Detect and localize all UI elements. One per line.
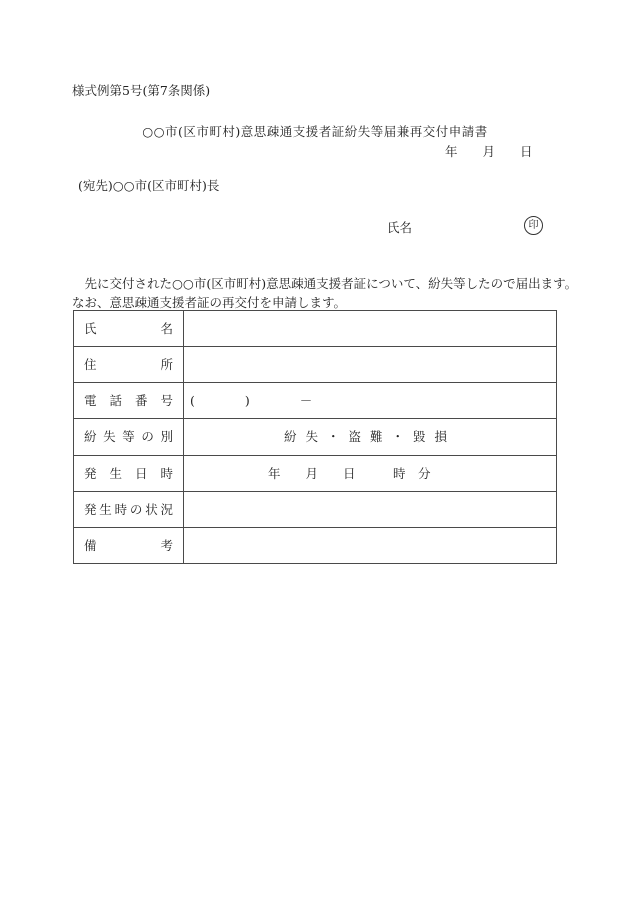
row-label: 紛失等の別 (74, 419, 184, 454)
row-value: 紛失・盗難・毀損 (283, 429, 456, 445)
row-label: 氏名 (74, 311, 184, 346)
form-number: 様式例第5号(第7条関係) (72, 83, 211, 98)
date-line: 年 月 日 (445, 144, 533, 159)
name-label: 氏名 (387, 220, 413, 235)
row-value (184, 528, 556, 563)
body-paragraph-line1: 先に交付された○○市(区市町村)意思疎通支援者証について、紛失等したので届出ます。 (72, 276, 578, 291)
table-row (74, 528, 556, 563)
table-row (74, 456, 556, 492)
row-label: 発生日時 (74, 456, 184, 491)
row-label: 住所 (74, 347, 184, 382)
row-label: 電話番号 (74, 383, 184, 418)
row-value (184, 347, 556, 382)
table-row (74, 383, 556, 419)
form-table (73, 310, 557, 564)
row-value: ( ) － (190, 393, 313, 409)
seal-mark-text: 印 (528, 219, 539, 231)
document-title: ○○市(区市町村)意思疎通支援者証紛失等届兼再交付申請書 (142, 124, 488, 139)
table-row (74, 347, 556, 383)
row-value (184, 492, 556, 527)
table-row (74, 311, 556, 347)
addressee-line: (宛先)○○市(区市町村)長 (78, 178, 220, 193)
row-value (184, 311, 556, 346)
row-label: 発生時の状況 (74, 492, 184, 527)
table-row (74, 419, 556, 455)
seal-mark-icon (524, 216, 543, 235)
row-label: 備考 (74, 528, 184, 563)
table-row (74, 492, 556, 528)
row-value: 年 月 日 時 分 (268, 465, 431, 481)
body-paragraph-line2: なお、意思疎通支援者証の再交付を申請します。 (72, 295, 347, 310)
